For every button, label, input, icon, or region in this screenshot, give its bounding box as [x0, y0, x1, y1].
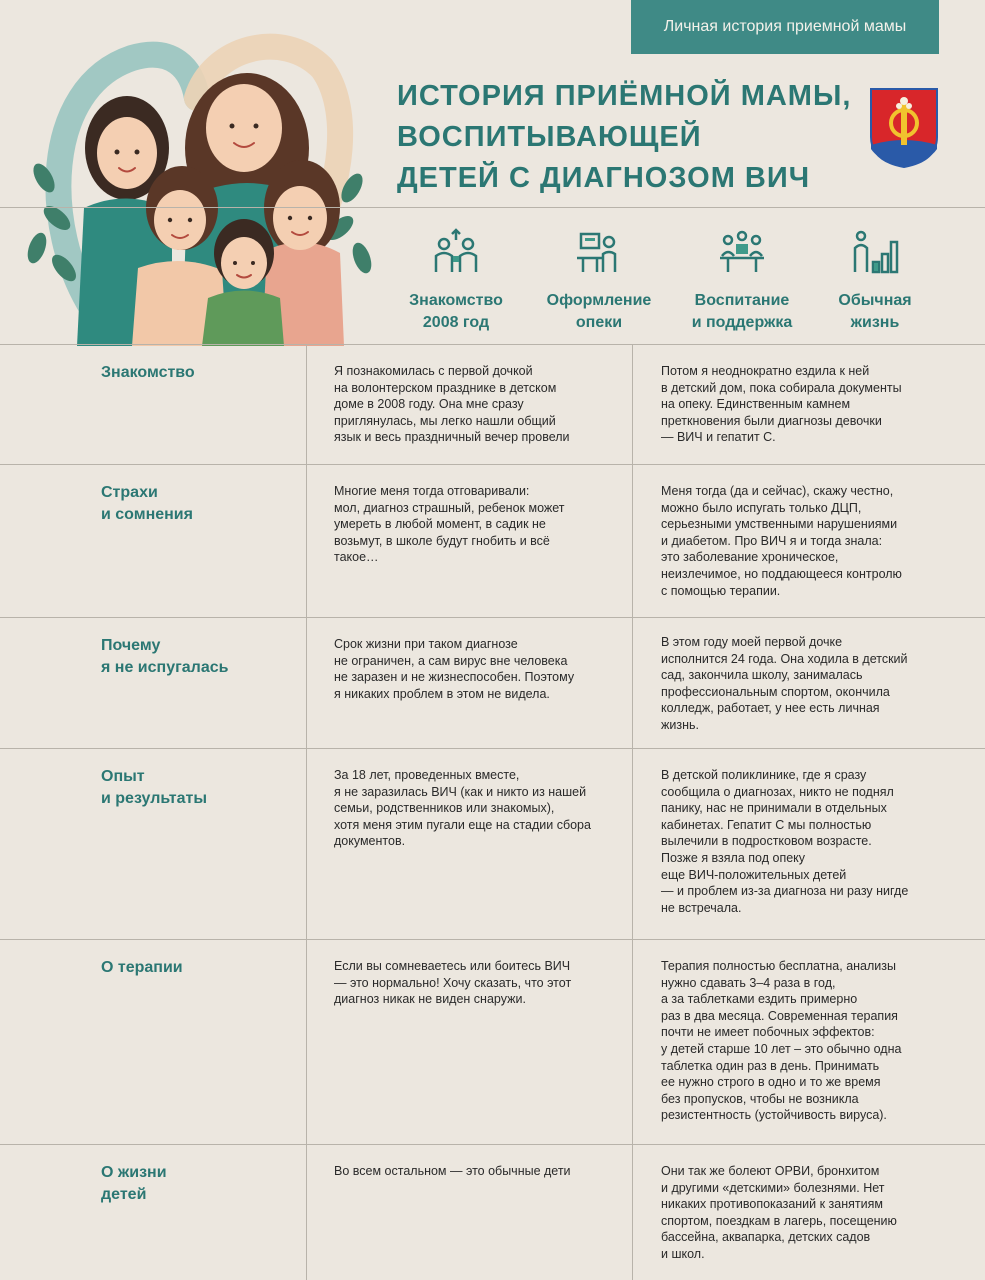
row-text-left: Если вы сомневаетесь или боитесь ВИЧ — это нормально! Хочу сказать, что этот диагноз никак не виден снаружи. [334, 959, 572, 1007]
row-text-left: За 18 лет, проведенных вместе, я не заразилась ВИЧ (как и никто из нашей семьи, родственников или знакомых), хотя меня этим пугали еще на стадии сбора документов. [334, 768, 591, 849]
stage-upbringing [672, 228, 812, 334]
row-text-right: Меня тогда (да и сейчас), скажу честно, можно было испугать только ДЦП, серьезными умственными нарушениями и диабетом. Про ВИЧ я и тогда знала: это заболевание хроническое, неизлечимое, но поддающееся контролю с помощью терапии. [661, 484, 902, 598]
row-heading: О жизни детей [101, 1164, 167, 1203]
row-text-left: Я познакомилась с первой дочкой на волонтерском празднике в детском доме в 2008 году. Она мне сразу приглянулась, мы легко нашли общий язык и весь праздничный вечер провели [334, 364, 570, 445]
row-text-right: Они так же болеют ОРВИ, бронхитом и другими «детскими» болезнями. Нет никаких противопоказаний к занятиям спортом, поездкам в лагерь, посещению бассейна, аквапарка, детских садов и школ. [661, 1164, 897, 1261]
stage-normal-life [805, 228, 945, 334]
row-heading: О терапии [101, 959, 183, 976]
page-title: ИСТОРИЯ ПРИЁМНОЙ МАМЫ, ВОСПИТЫВАЮЩЕЙ ДЕТЕЙ С ДИАГНОЗОМ ВИЧ [397, 80, 852, 194]
story-row [0, 940, 985, 1145]
family-table-icon [718, 228, 766, 276]
stage-label: Обычная жизнь [838, 292, 912, 331]
row-heading: Почему я не испугалась [101, 637, 229, 676]
story-row [0, 1145, 985, 1280]
story-row [0, 749, 985, 940]
story-row [0, 618, 985, 749]
stage-label: Воспитание и поддержка [691, 292, 793, 331]
family-illustration [22, 28, 382, 346]
header-tag: Личная история приемной мамы [631, 0, 939, 54]
row-text-right: Терапия полностью бесплатна, анализы нужно сдавать 3–4 раза в год, а за таблетками ездить примерно раз в два месяца. Современная терапия почти не имеет побочных эффектов: у детей старше 10 лет – это обычно одна таблетка один раз в день. Принимать ее нужно строго в одно и то же время без пропусков, чтобы не возникла резистентность (устойчивость вируса). [661, 959, 902, 1123]
story-row [0, 465, 985, 618]
story-row [0, 345, 985, 465]
stage-label: Оформление опеки [546, 292, 652, 331]
people-meeting-icon [432, 228, 480, 276]
stage-meeting [386, 228, 526, 334]
row-text-right: В этом году моей первой дочке исполнится 24 года. Она ходила в детский сад, закончила школу, занималась профессиональным спортом, окончила колледж, работает, у нее есть личная жизнь. [661, 635, 908, 732]
stages-row [390, 228, 950, 338]
row-text-left: Многие меня тогда отговаривали: мол, диагноз страшный, ребенок может умереть в любой момент, в садик не возьмут, в школе будут гнобить и всё такое… [334, 484, 565, 565]
row-heading: Знакомство [101, 364, 195, 381]
row-text-left: Во всем остальном — это обычные дети [334, 1164, 571, 1178]
growth-chart-icon [851, 228, 899, 276]
row-text-left: Срок жизни при таком диагнозе не ограничен, а сам вирус вне человека не заразен и не жизнеспособен. Поэтому я никаких проблем в этом не видела. [334, 637, 575, 701]
row-heading: Страхи и сомнения [101, 484, 193, 523]
stage-guardianship [529, 228, 669, 334]
row-text-right: Потом я неоднократно ездила к ней в детский дом, пока собирала документы на опеку. Единственным камнем преткновения были диагнозы девочки — ВИЧ и гепатит С. [661, 364, 902, 445]
stage-label: Знакомство 2008 год [409, 292, 503, 331]
row-text-right: В детской поликлинике, где я сразу сообщила о диагнозах, никто не поднял панику, нас не принимали в отдельных кабинетах. Гепатит С мы полностью вылечили в подростковом возрасте. Позже я взяла под опеку еще ВИЧ-положительных детей — и проблем из-за диагноза ни разу нигде не встречала. [661, 768, 909, 915]
coat-of-arms-logo [869, 87, 939, 169]
row-heading: Опыт и результаты [101, 768, 208, 807]
desk-paperwork-icon [575, 228, 623, 276]
